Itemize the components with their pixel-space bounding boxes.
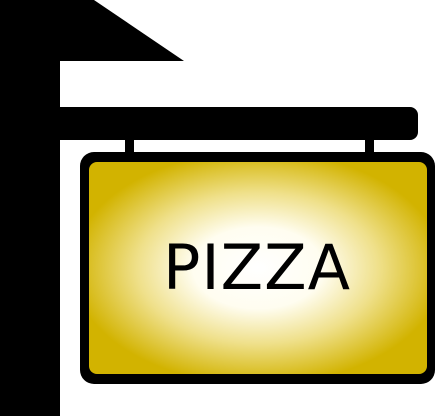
- sign-label: PIZZA: [162, 231, 352, 304]
- post-cap: [0, 0, 184, 61]
- sign-arm: [0, 107, 418, 140]
